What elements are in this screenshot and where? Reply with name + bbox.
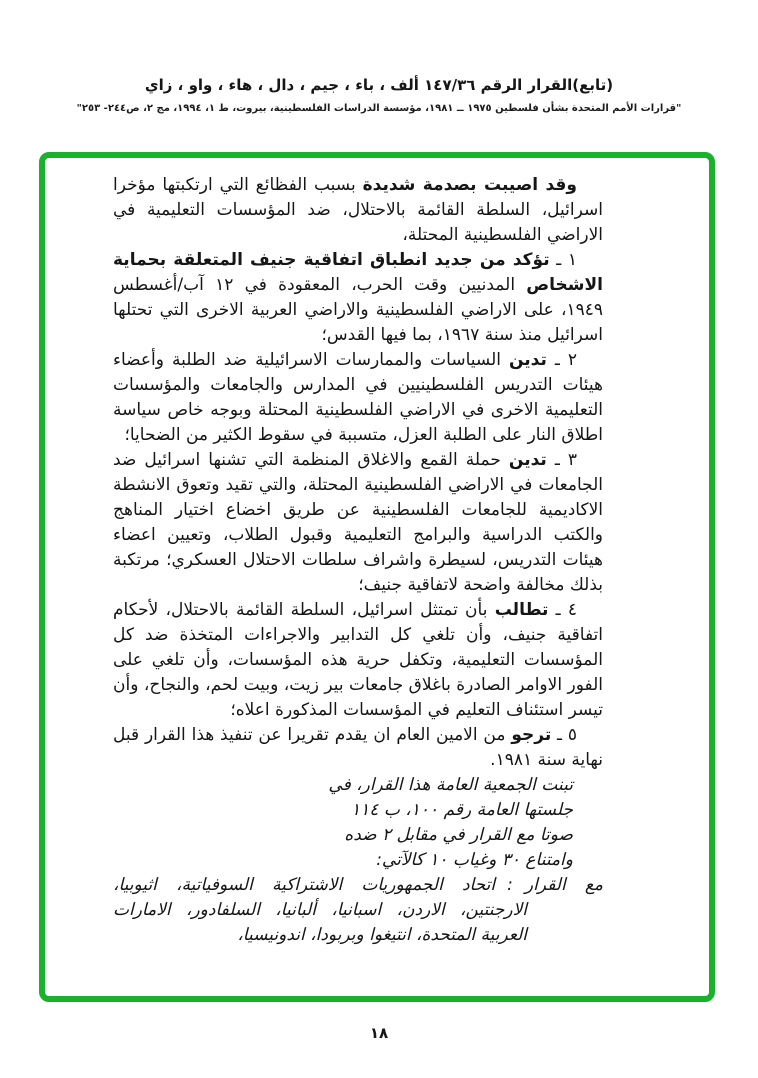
- item-lead: ترجو: [511, 725, 552, 745]
- green-border-frame: [39, 152, 715, 1002]
- item-lead: تطالب: [494, 600, 549, 620]
- source-citation: "قرارات الأمم المتحدة بشأن فلسطين ١٩٧٥ ــ ١٩٨١، مؤسسة الدراسات الفلسطينية، بيروت، ط ١، ١٩٩٤، مج ٢، ص٢٤٤- ٢٥٣": [76, 103, 682, 114]
- item-number: ٥ ـ: [557, 725, 578, 745]
- item-lead: تدين: [508, 450, 547, 470]
- page-number: ١٨: [369, 1024, 389, 1042]
- operative-paragraph-4: [113, 598, 603, 723]
- item-number: ٢ ـ: [554, 350, 578, 370]
- votes-for-paragraph: [113, 873, 603, 948]
- item-number: ٤ ـ: [555, 600, 578, 620]
- item-lead: تدين: [508, 350, 547, 370]
- operative-paragraph-5: [113, 723, 603, 773]
- votes-for-list: اتحاد الجمهوريات الاشتراكية السوفياتية، اثيوبيا، الارجنتين، الاردن، اسبانيا، ألبانيا، السلفادور، الامارات العربية المتحدة، انتيغوا وبربودا، اندونيسيا،: [113, 875, 527, 945]
- document-header: [0, 76, 758, 114]
- item-text: المدنيين وقت الحرب، المعقودة في ١٢ آب/أغسطس ١٩٤٩، على الاراضي الفلسطينية والاراضي العربية الاخرى التي تحتلها اسرائيل منذ سنة ١٩٦٧، بما فيها القدس؛: [113, 275, 603, 345]
- adoption-note: [113, 773, 573, 873]
- item-number: ٣ ـ: [554, 450, 578, 470]
- votes-colon: :: [507, 875, 513, 895]
- item-text: بأن تمتثل اسرائيل، السلطة القائمة بالاحتلال، لأحكام اتفاقية جنيف، وأن تلغي كل التدابير والاجراءات المتخذة ضد كل المؤسسات التعليمية، وتكفل حرية هذه المؤسسات، وأن تلغي على الفور الاوامر الصادرة باغلاق جامعات بير زيت، وبيت لحم، والنجاح، وأن تيسر استئناف التعليم في المؤسسات المذكورة اعلاه؛: [113, 600, 603, 720]
- adoption-line: جلستها العامة رقم ١٠٠، ب ١١٤: [351, 800, 573, 820]
- resolution-body: [45, 158, 709, 948]
- preamble-text: بسبب الفظائع التي ارتكبتها مؤخرا اسرائيل، السلطة القائمة بالاحتلال، ضد المؤسسات التعليمية في الاراضي الفلسطينية المحتلة،: [113, 175, 603, 245]
- item-text: من الامين العام ان يقدم تقريرا عن تنفيذ هذا القرار قبل نهاية سنة ١٩٨١.: [113, 725, 603, 770]
- operative-paragraph-2: [113, 348, 603, 448]
- resolution-title: (تابع)القرار الرقم ١٤٧/٣٦ ألف ، باء ، جيم ، دال ، هاء ، واو ، زاي: [144, 76, 614, 94]
- item-text: السياسات والممارسات الاسرائيلية ضد الطلبة وأعضاء هيئات التدريس الفلسطينيين في المدارس والجامعات والمؤسسات التعليمية الاخرى في الاراضي الفلسطينية المحتلة وبوجه خاص سياسة اطلاق النار على الطلبة العزل، متسببة في سقوط الكثير من الضحايا؛: [113, 350, 603, 445]
- preamble-lead: وقد اصيبت بصدمة شديدة: [362, 175, 578, 195]
- adoption-line: صوتا مع القرار في مقابل ٢ ضده: [344, 825, 573, 845]
- item-lead: تؤكد من جديد انطباق اتفاقية جنيف المتعلقة بحماية الاشخاص: [113, 250, 604, 295]
- item-number: ١ ـ: [556, 250, 578, 270]
- operative-paragraph-1: [113, 248, 603, 348]
- adoption-line: تبنت الجمعية العامة هذا القرار، في: [328, 775, 573, 795]
- operative-paragraph-3: [113, 448, 603, 598]
- item-text: حملة القمع والاغلاق المنظمة التي تشنها اسرائيل ضد الجامعات في الاراضي الفلسطينية المحتلة، والتي تقيد وتعوق الانشطة الاكاديمية للجامعات الفلسطينية عن طريق اخضاع اختيار المناهج والكتب الدراسية والبرامج التعليمية وقبول الطلاب، وتعيين اعضاء هيئات التدريس، لسيطرة واشراف سلطات الاحتلال العسكري؛ مرتكبة بذلك مخالفة واضحة لاتفاقية جنيف؛: [113, 450, 603, 595]
- preamble-paragraph: [113, 173, 603, 248]
- adoption-line: وامتناع ٣٠ وغياب ١٠ كالآتي:: [376, 850, 573, 870]
- votes-for-label: مع القرار: [524, 875, 604, 895]
